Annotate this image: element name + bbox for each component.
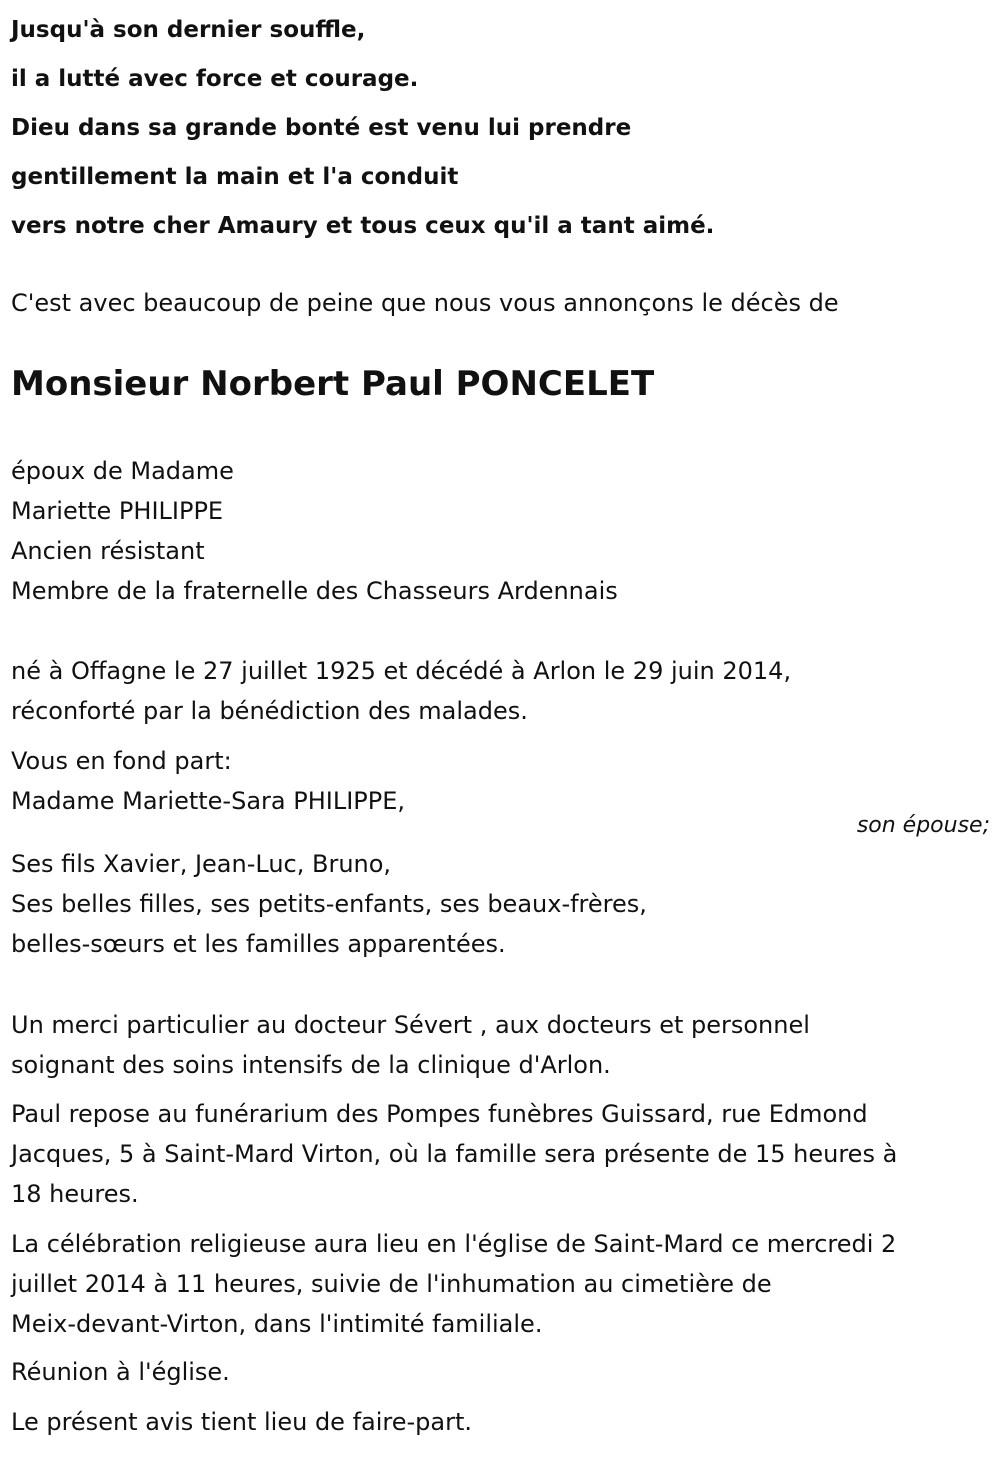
funeral-home-line: 18 heures. xyxy=(11,1180,139,1208)
spouse-role: son épouse; xyxy=(856,813,990,838)
ceremony-paragraph xyxy=(11,1224,991,1344)
dates-line: réconforté par la bénédiction des malades. xyxy=(11,697,528,725)
dates-paragraph xyxy=(11,651,991,731)
poem-line: il a lutté avec force et courage. xyxy=(11,66,419,92)
thanks-paragraph xyxy=(11,1005,991,1085)
poem xyxy=(11,6,991,251)
thanks-line: soignant des soins intensifs de la clinique d'Arlon. xyxy=(11,1051,611,1079)
title-line: Membre de la fraternelle des Chasseurs Ardennais xyxy=(11,577,618,605)
announce-line: Vous en fond part: xyxy=(11,747,232,775)
poem-line: gentillement la main et l'a conduit xyxy=(11,164,459,190)
poem-line: Jusqu'à son dernier souffle, xyxy=(11,17,366,43)
ceremony-line: juillet 2014 à 11 heures, suivie de l'inhumation au cimetière de xyxy=(11,1270,772,1298)
poem-line: Dieu dans sa grande bonté est venu lui prendre xyxy=(11,115,632,141)
reunion-paragraph xyxy=(11,1352,991,1392)
ceremony-line: Meix-devant-Virton, dans l'intimité familiale. xyxy=(11,1310,543,1338)
family-paragraph xyxy=(11,844,991,964)
titles-list xyxy=(11,451,991,611)
title-line: Ancien résistant xyxy=(11,537,205,565)
thanks-line: Un merci particulier au docteur Sévert , aux docteurs et personnel xyxy=(11,1011,810,1039)
announce-line: Madame Mariette-Sara PHILIPPE, xyxy=(11,787,406,815)
intro-paragraph xyxy=(11,283,991,323)
notice-paragraph xyxy=(11,1402,991,1442)
ceremony-line: La célébration religieuse aura lieu en l'église de Saint-Mard ce mercredi 2 xyxy=(11,1230,897,1258)
title-line: époux de Madame xyxy=(11,457,234,485)
family-line: Ses belles filles, ses petits-enfants, ses beaux-frères, xyxy=(11,890,647,918)
funeral-home-line: Paul repose au funérarium des Pompes funèbres Guissard, rue Edmond xyxy=(11,1100,868,1128)
title-line: Mariette PHILIPPE xyxy=(11,497,224,525)
announce-paragraph xyxy=(11,741,991,821)
intro-text: C'est avec beaucoup de peine que nous vous annonçons le décès de xyxy=(11,289,839,317)
family-line: belles-sœurs et les familles apparentées. xyxy=(11,930,506,958)
notice-text: Le présent avis tient lieu de faire-part. xyxy=(11,1408,473,1436)
family-line: Ses fils Xavier, Jean-Luc, Bruno, xyxy=(11,850,392,878)
deceased-name: Monsieur Norbert Paul PONCELET xyxy=(11,364,655,404)
funeral-home-line: Jacques, 5 à Saint-Mard Virton, où la famille sera présente de 15 heures à xyxy=(11,1140,898,1168)
dates-line: né à Offagne le 27 juillet 1925 et décédé à Arlon le 29 juin 2014, xyxy=(11,657,792,685)
funeral-home-paragraph xyxy=(11,1094,991,1214)
poem-line: vers notre cher Amaury et tous ceux qu'il a tant aimé. xyxy=(11,213,715,239)
reunion-text: Réunion à l'église. xyxy=(11,1358,230,1386)
